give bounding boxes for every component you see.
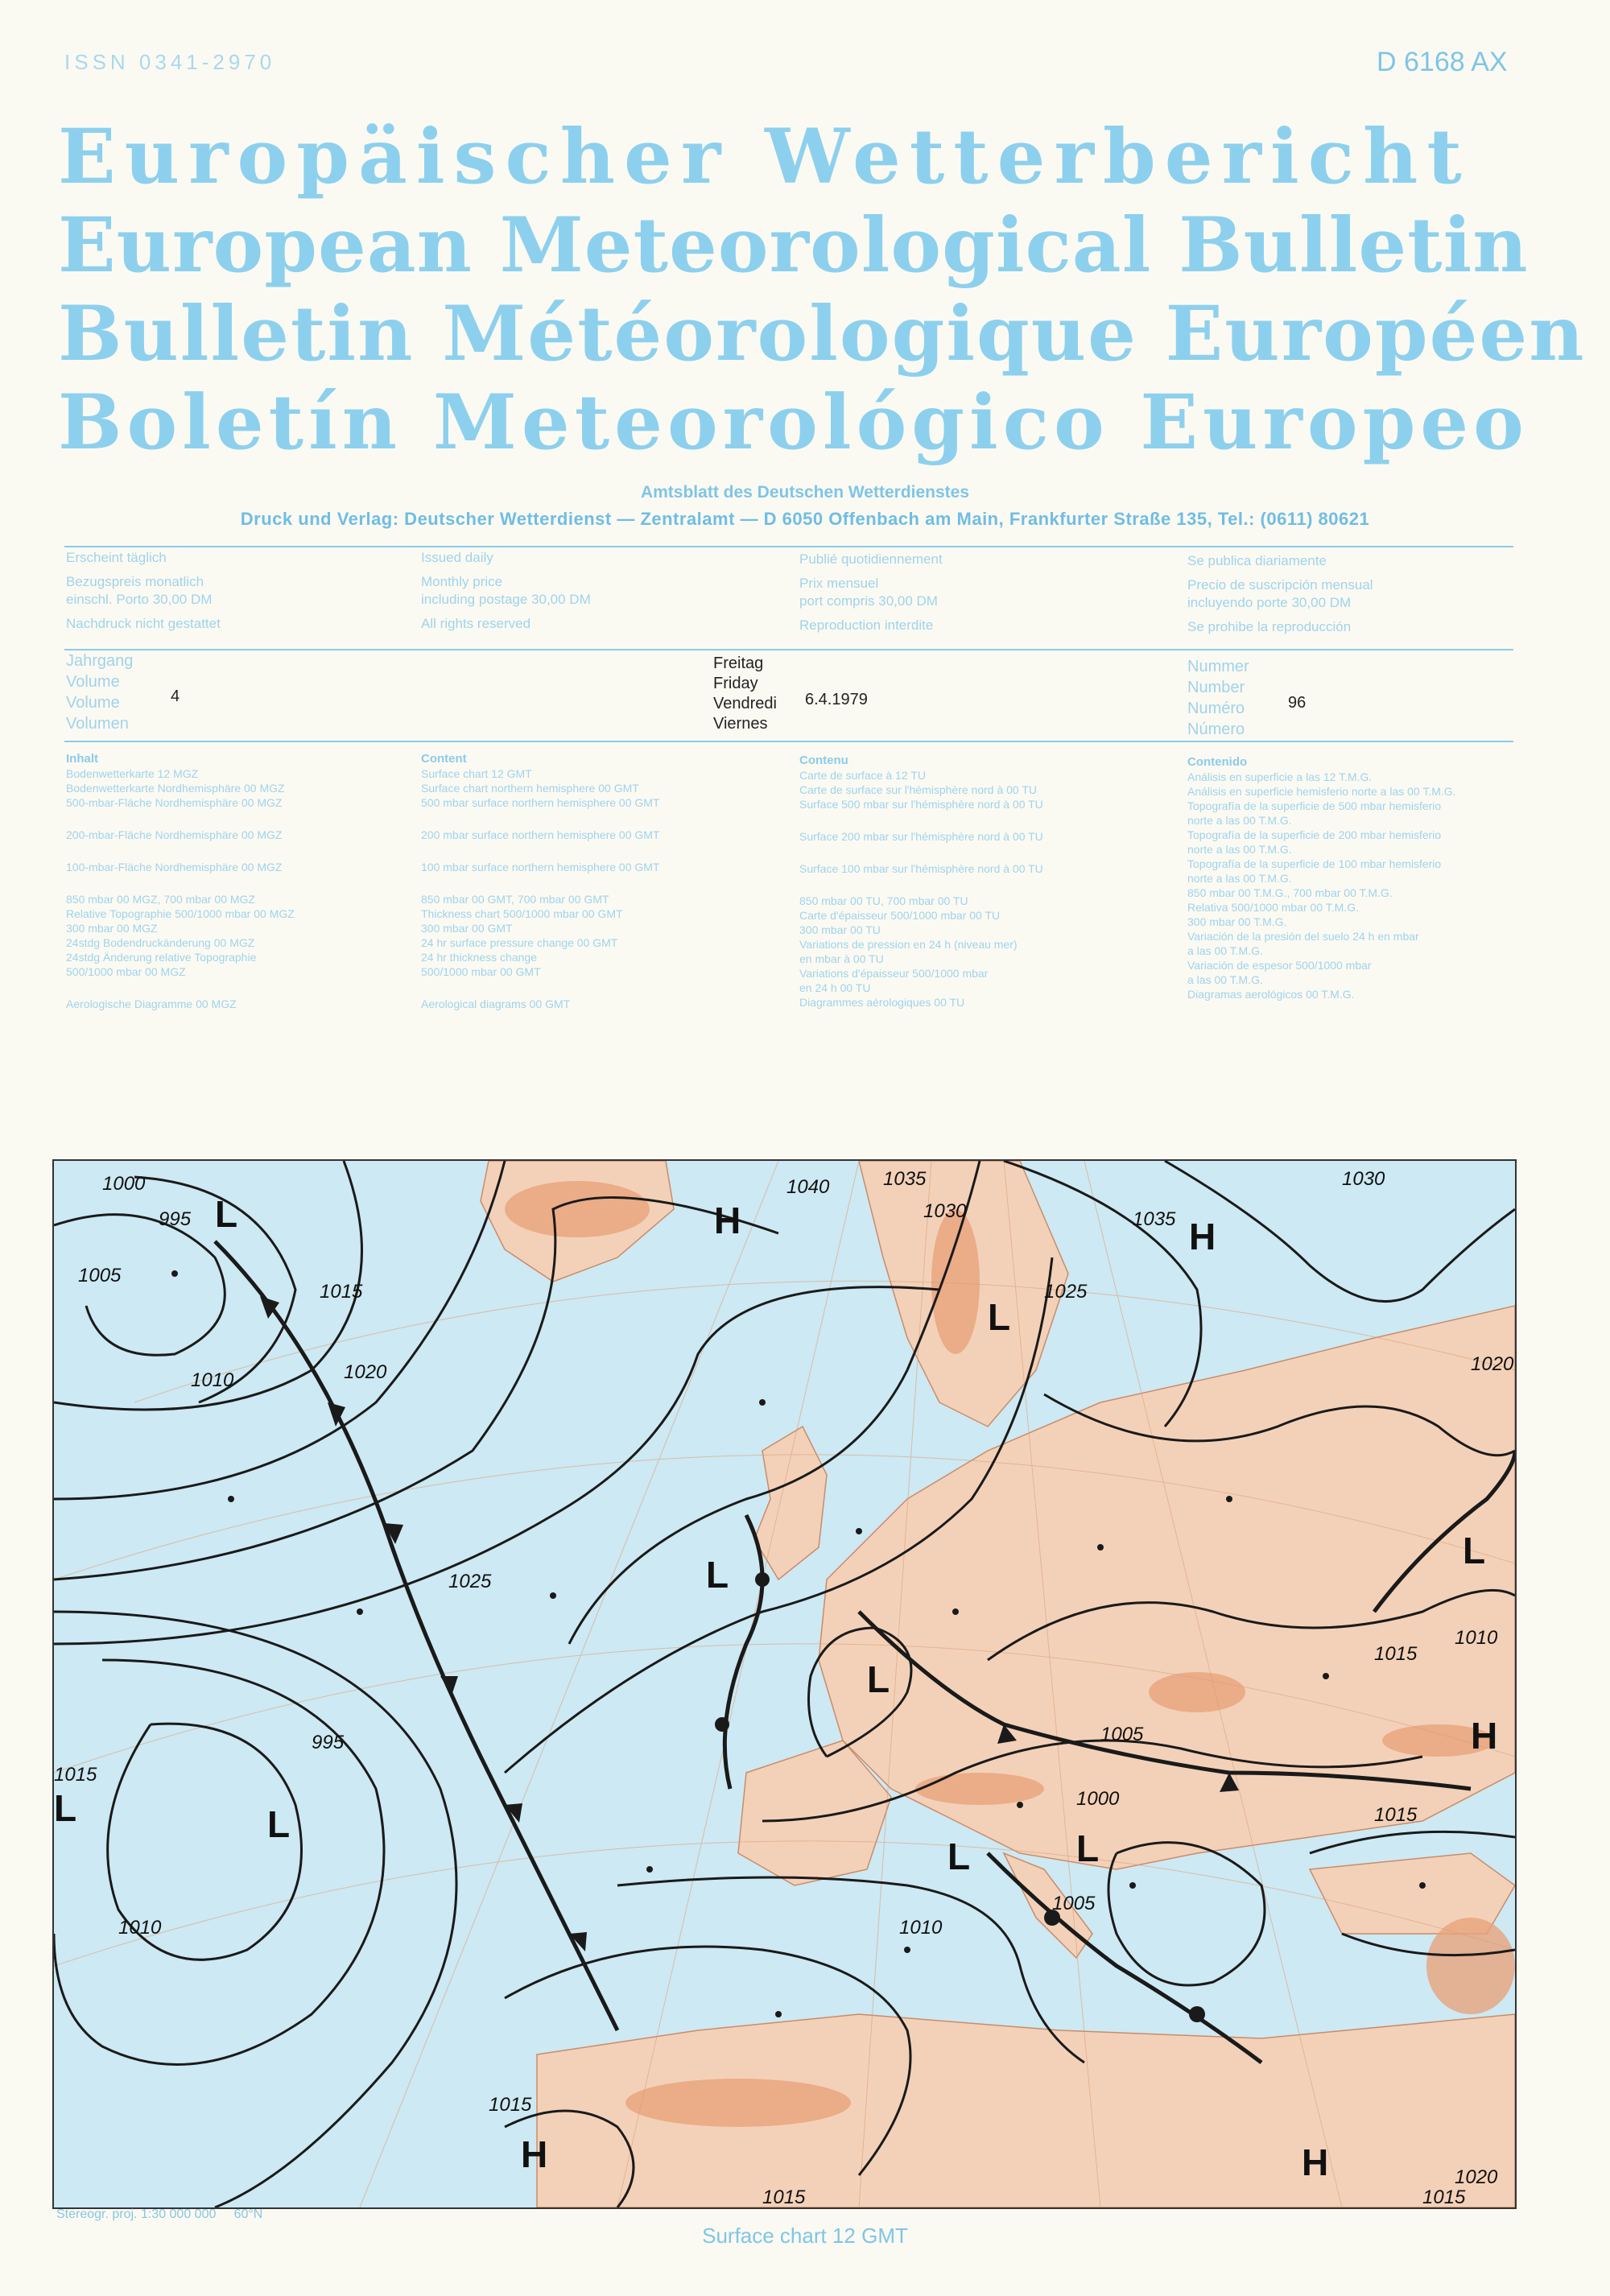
number-labels: Nummer Number Numéro Número xyxy=(1187,658,1249,738)
subscription-de: Erscheint täglich Bezugspreis monatlich einschl. Porto 30,00 DM Nachdruck nicht gestattet xyxy=(66,550,221,631)
official-gazette: Amtsblatt des Deutschen Wetterdienstes xyxy=(640,483,970,502)
map-projection-note: Stereogr. proj. 1:30 000 000 60°N xyxy=(56,2207,263,2221)
isobar-label: 1010 xyxy=(1455,1627,1498,1649)
isobar-label: 1000 xyxy=(102,1173,146,1195)
isobar-label: 1010 xyxy=(899,1917,943,1939)
issue-number: 96 xyxy=(1288,694,1307,712)
isobar-label: 1000 xyxy=(1076,1788,1120,1810)
station-dot xyxy=(856,1528,862,1534)
low-pressure-center: L xyxy=(215,1193,238,1235)
isobar-label: 1040 xyxy=(786,1176,830,1198)
subscription-es: Se publica diariamente Precio de suscripción mensual incluyendo porte 30,00 DM Se prohibe la reproducción xyxy=(1187,553,1373,634)
postal-code: D 6168 AX xyxy=(1377,47,1508,77)
isobar-label: 1015 xyxy=(489,2094,532,2116)
volume-number: 4 xyxy=(171,688,180,705)
station-dot xyxy=(775,2011,782,2017)
low-pressure-center: L xyxy=(54,1787,77,1829)
title-spanish: Boletín Meteorológico Europeo xyxy=(58,378,1529,467)
title-french: Bulletin Météorologique Européen xyxy=(58,290,1586,378)
issn-number: ISSN 0341-2970 xyxy=(64,50,276,74)
relief-greenland xyxy=(505,1181,650,1237)
station-dot xyxy=(1323,1673,1329,1679)
contents-fr: Contenu Carte de surface à 12 TU Carte de surface sur l'hémisphère nord à 00 TU Surface 500 mbar sur l'hémisphère nord à 00 TU Surface 200 mbar sur l'hémisphère nord à 00 TU Surface 100 mbar sur l'hémisphère nord à 00 TU 850 mbar 00 TU, 700 mbar 00 TU Carte d'épaisseur 500/1000 mbar 00 TU 300 mbar 00 TU Variations de pression en 24 h (niveau mer) en mbar à 00 TU Variations d'épaisseur 500/1000 mbar en 24 h 00 TU Diagrammes aérologiques 00 TU xyxy=(799,754,1043,1009)
occlusion-semicircle xyxy=(715,1717,729,1732)
station-dot xyxy=(759,1399,766,1406)
isobar-label: 1020 xyxy=(1455,2166,1498,2188)
station-dot xyxy=(171,1270,178,1277)
relief-atlas xyxy=(625,2079,851,2127)
publisher-line: Druck und Verlag: Deutscher Wetterdienst — Zentralamt — D 6050 Offenbach am Main, Frankfurter Straße 135, Tel.: (0611) 80621 xyxy=(240,509,1370,529)
subscription-fr: Publié quotidiennement Prix mensuel port compris 30,00 DM Reproduction interdite xyxy=(799,551,943,633)
divider xyxy=(64,649,1513,650)
isobar-label: 1020 xyxy=(1471,1353,1514,1375)
isobar-label: 1015 xyxy=(54,1764,97,1786)
isobar-label: 1015 xyxy=(1374,1804,1418,1826)
station-dot xyxy=(646,1866,653,1873)
divider xyxy=(64,546,1513,547)
isobar-label: 1015 xyxy=(1374,1643,1418,1665)
isobar-label: 1030 xyxy=(1342,1168,1385,1190)
station-dot xyxy=(1419,1882,1426,1889)
isobar-label: 1005 xyxy=(1052,1893,1096,1914)
low-pressure-center: L xyxy=(947,1836,971,1877)
isobar-label: 1015 xyxy=(762,2187,806,2207)
station-dot xyxy=(550,1592,556,1599)
isobar-label: 1005 xyxy=(78,1265,122,1286)
low-pressure-center: L xyxy=(706,1554,729,1596)
contents-de: Inhalt Bodenwetterkarte 12 MGZ Bodenwetterkarte Nordhemisphäre 00 MGZ 500-mbar-Fläche Nordhemisphäre 00 MGZ 200-mbar-Fläche Nordhemisphäre 00 MGZ 100-mbar-Fläche Nordhemisphäre 00 MGZ 850 mbar 00 MGZ, 700 mbar 00 MGZ Relative Topographie 500/1000 mbar 00 MGZ 300 mbar 00 MGZ 24stdg Bodendruckänderung 00 MGZ 24stdg Änderung relative Topographie 500/1000 mbar 00 MGZ Aerologische Diagramme 00 MGZ xyxy=(66,752,295,1010)
low-pressure-center: L xyxy=(867,1658,890,1700)
high-pressure-center: H xyxy=(1471,1715,1498,1757)
relief-norway xyxy=(931,1209,980,1354)
isobar-label: 1035 xyxy=(1133,1208,1176,1230)
warm-front-semicircle xyxy=(1189,2006,1205,2022)
station-dot xyxy=(1226,1496,1232,1502)
contents-en: Content Surface chart 12 GMT Surface chart northern hemisphere 00 GMT 500 mbar surface northern hemisphere 00 GMT 200 mbar surface northern hemisphere 00 GMT 100 mbar surface northern hemisphere 00 GMT 850 mbar 00 GMT, 700 mbar 00 GMT Thickness chart 500/1000 mbar 00 GMT 300 mbar 00 GMT 24 hr surface pressure change 00 GMT 24 hr thickness change 500/1000 mbar 00 GMT Aerological diagrams 00 GMT xyxy=(421,752,660,1010)
contents-es: Contenido Análisis en superficie a las 12 T.M.G. Análisis en superficie hemisferio norte a las 00 T.M.G. Topografía de la superficie de 500 mbar hemisferio norte a las 00 T.M.G. Topografía de la superficie de 200 mbar hemisferio norte a las 00 T.M.G. Topografía de la superficie de 100 mbar hemisferio norte a las 00 T.M.G. 850 mbar 00 T.M.G., 700 mbar 00 T.M.G. Relativa 500/1000 mbar 00 T.M.G. 300 mbar 00 T.M.G. Variación de la presión del suelo 24 h en mbar a las 00 T.M.G. Variación de espesor 500/1000 mbar a las 00 T.M.G. Diagramas aerológicos 00 T.M.G. xyxy=(1187,755,1456,1001)
isobar-label: 995 xyxy=(312,1732,345,1753)
isobar-label: 1025 xyxy=(1044,1281,1088,1303)
isobar-label: 1015 xyxy=(1422,2187,1466,2207)
surface-weather-map xyxy=(52,1159,1517,2209)
low-pressure-center: L xyxy=(988,1296,1011,1338)
high-pressure-center: H xyxy=(714,1200,741,1241)
low-pressure-center: L xyxy=(267,1803,291,1845)
low-pressure-center: L xyxy=(1076,1827,1100,1869)
issue-date: 6.4.1979 xyxy=(805,691,868,708)
isobar-label: 1035 xyxy=(883,1168,927,1190)
station-dot xyxy=(904,1947,910,1953)
station-dot xyxy=(1017,1802,1023,1808)
isobar-label: 1025 xyxy=(448,1571,492,1592)
high-pressure-center: H xyxy=(1189,1216,1216,1257)
isobar-label: 1005 xyxy=(1100,1724,1144,1745)
relief-iran xyxy=(1426,1918,1515,2014)
station-dot xyxy=(952,1608,959,1615)
station-dot xyxy=(357,1608,363,1615)
weather-chart-svg xyxy=(54,1161,1515,2207)
station-dot xyxy=(228,1496,234,1502)
station-dot xyxy=(1129,1882,1136,1889)
map-caption: Surface chart 12 GMT xyxy=(702,2224,908,2248)
low-pressure-center: L xyxy=(1463,1530,1486,1571)
title-german: Europäischer Wetterbericht xyxy=(58,113,1471,201)
volume-labels: Jahrgang Volume Volume Volumen xyxy=(66,652,134,733)
isobar-label: 995 xyxy=(159,1208,192,1230)
title-english: European Meteorological Bulletin xyxy=(58,201,1529,290)
divider xyxy=(64,741,1513,742)
occlusion-semicircle xyxy=(755,1572,770,1587)
isobar-label: 1030 xyxy=(923,1200,967,1222)
relief-alps xyxy=(915,1773,1044,1805)
weekday-labels: Freitag Friday Vendredi Viernes xyxy=(713,655,777,733)
high-pressure-center: H xyxy=(1302,2141,1329,2183)
high-pressure-center: H xyxy=(521,2133,548,2175)
subscription-en: Issued daily Monthly price including postage 30,00 DM All rights reserved xyxy=(421,550,591,631)
isobar-label: 1015 xyxy=(320,1281,363,1303)
isobar-label: 1010 xyxy=(118,1917,162,1939)
isobar-label: 1010 xyxy=(191,1369,234,1391)
map-latitude-note: 60°N xyxy=(233,2207,263,2221)
station-dot xyxy=(1097,1544,1104,1551)
isobar-label: 1020 xyxy=(344,1361,387,1383)
